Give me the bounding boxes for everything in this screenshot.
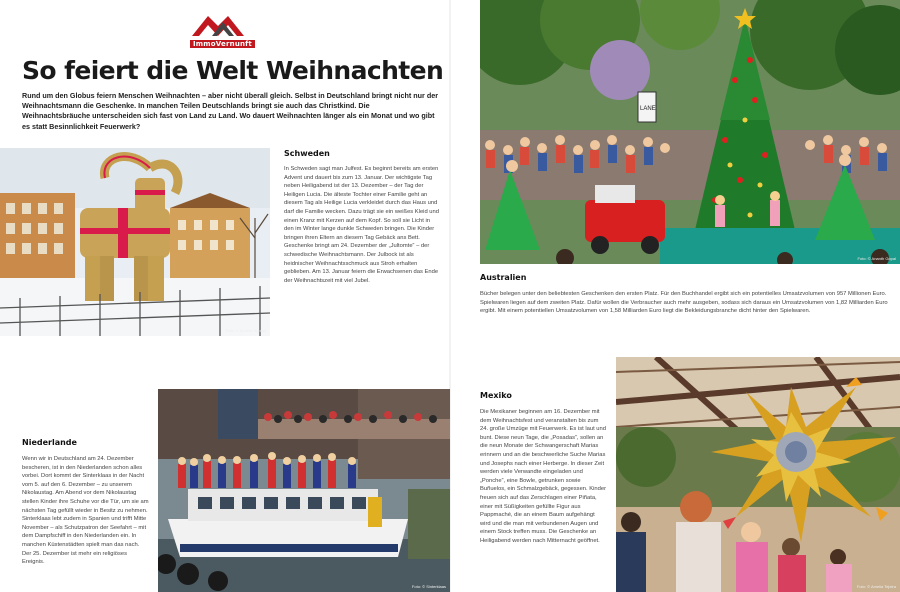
photo-credit: Foto: © Anders Hyppel xyxy=(225,328,266,333)
text-schweden: In Schweden sagt man Julfest. Es beginnt bereits am ersten Advent und dauert bis zum 13. Januar. Der wichtigste Tag neben Heiligabend ist der 13. Dezember – der Tag der Heiligen Lucia. Die älteste Tochter einer Familie geht an diesem Tag als Heilige Lucia verkleidet durch das Haus und darf die Familie wecken. Dazu trägt sie ein weißes Kleid und einen Kranz mit Kerzen auf dem Kopf. So soll sie Licht in den im Winter lange dunkle Schweden bringen. Die Kinder bringen ihren Eltern an diesem Tag Gebäck ans Bett. Geschenke bringt am 24. Dezember der „Jultomte“ – der schwedische Weihnachtsmann. Der Julbock ist als heidnischer Weihnachtsschmuck aus Stroh erhalten geblieben. Am 13. Januar feiern die Erwachsenen das Ende der Weihnachtszeit mit viel Jubel. xyxy=(284,166,439,284)
heading-australien: Australien xyxy=(480,273,527,282)
photo-credit: Foto: © Sinterklaas xyxy=(411,584,446,589)
photo-sinterklaas-boat xyxy=(158,389,450,592)
text-niederlande: Wenn wir in Deutschland am 24. Dezember bescheren, ist in den Niederlanden schon alles vorbei. Dort kommt der Sinterklaas in der Nacht vom 5. auf den 6. Dezember – zu unserem Nikolaustag. Am Abend vor dem Nikolaustag stellen Kinder ihre Schuhe vor die Tür, um sie am nächsten Tag gefüllt wieder in Besitz zu nehmen. Sinterklaas lebt zudem in Spanien und trifft Mitte November – als Schutzpatron der Seefahrt – mit dem Dampfschiff in den Niederlanden ein. In manchen Küstenstädten spielt man das nach. Der 25. Dezember ist mehr ein religiöses Ereignis. xyxy=(22,456,149,566)
heading-schweden: Schweden xyxy=(284,149,330,158)
photo-straw-goat xyxy=(0,148,270,336)
immovernunft-logo xyxy=(188,10,254,50)
page-title: So feiert die Welt Weihnachten xyxy=(22,56,444,85)
street-sign: LANE xyxy=(640,106,656,112)
text-australien: Bücher belegen unter den beliebtesten Geschenken den ersten Platz. Für den Buchhandel ergibt sich ein potentielles Umsatzvolumen von 957 Millionen Euro. Spielwaren liegen auf dem zweiten Platz. Dafür wollen die Verbraucher auch mehr ausgeben, sodass sich daraus ein Umsatzvolumen von 1,82 Milliarden Euro ergibt. Mit einem potentiellen Umsatzvolumen von 1,58 Milliarden Euro liegt die Bekleidungsbranche dicht hinter den Spielwaren. xyxy=(480,291,888,315)
house-roof-icon xyxy=(188,10,254,40)
lead-paragraph: Rund um den Globus feiern Menschen Weihnachten – aber nicht überall gleich. Selbst in Deutschland bringt nicht nur der Weihnachtsmann die Geschenke. In manchen Teilen Deutschlands bringt sie auch das Christkind. Die Weihnachtsbräuche unterscheiden sich fast von Land zu Land. Wo dauert Weihnachten länger als ein Monat und wo gibt es statt Besinnlichkeit Feuerwerk? xyxy=(22,91,438,131)
photo-pinata xyxy=(616,357,900,592)
logo-wordmark: ImmoVernunft xyxy=(190,40,255,48)
text-mexiko: Die Mexikaner beginnen am 16. Dezember mit dem Weihnachtsfest und veranstalten bis zum 24. große Umzüge mit Feuerwerk. Es ist laut und bunt. Diese neun Tage, die „Posadas“, sollen an die neun Monate der Schwangerschaft Marias erinnern und an die beschwerliche Suche Marias und Josephs nach einer Herberge. In dieser Zeit werden viele Verwandte eingeladen und „Ponche“, eine Bowle, getrunken sowie Buñuelos, ein Schmalzgebäck, gegessen. Kinder freuen sich auf das Zerschlagen einer Piñata, einer mit Süßigkeiten gefüllte Figur aus Pappmaché, die an einem Baum aufgehängt wird und die man mit verbundenen Augen und einem Stock treffen muss. Die Geschenke an Heiligabend werden nach Mitternacht geöffnet. xyxy=(480,409,607,544)
heading-mexiko: Mexiko xyxy=(480,391,512,400)
photo-credit: Foto: © Amelia Tejeira xyxy=(856,584,896,589)
photo-credit: Foto: © Ananth Gopal xyxy=(857,256,896,261)
photo-christmas-parade xyxy=(480,0,900,264)
heading-niederlande: Niederlande xyxy=(22,438,77,447)
